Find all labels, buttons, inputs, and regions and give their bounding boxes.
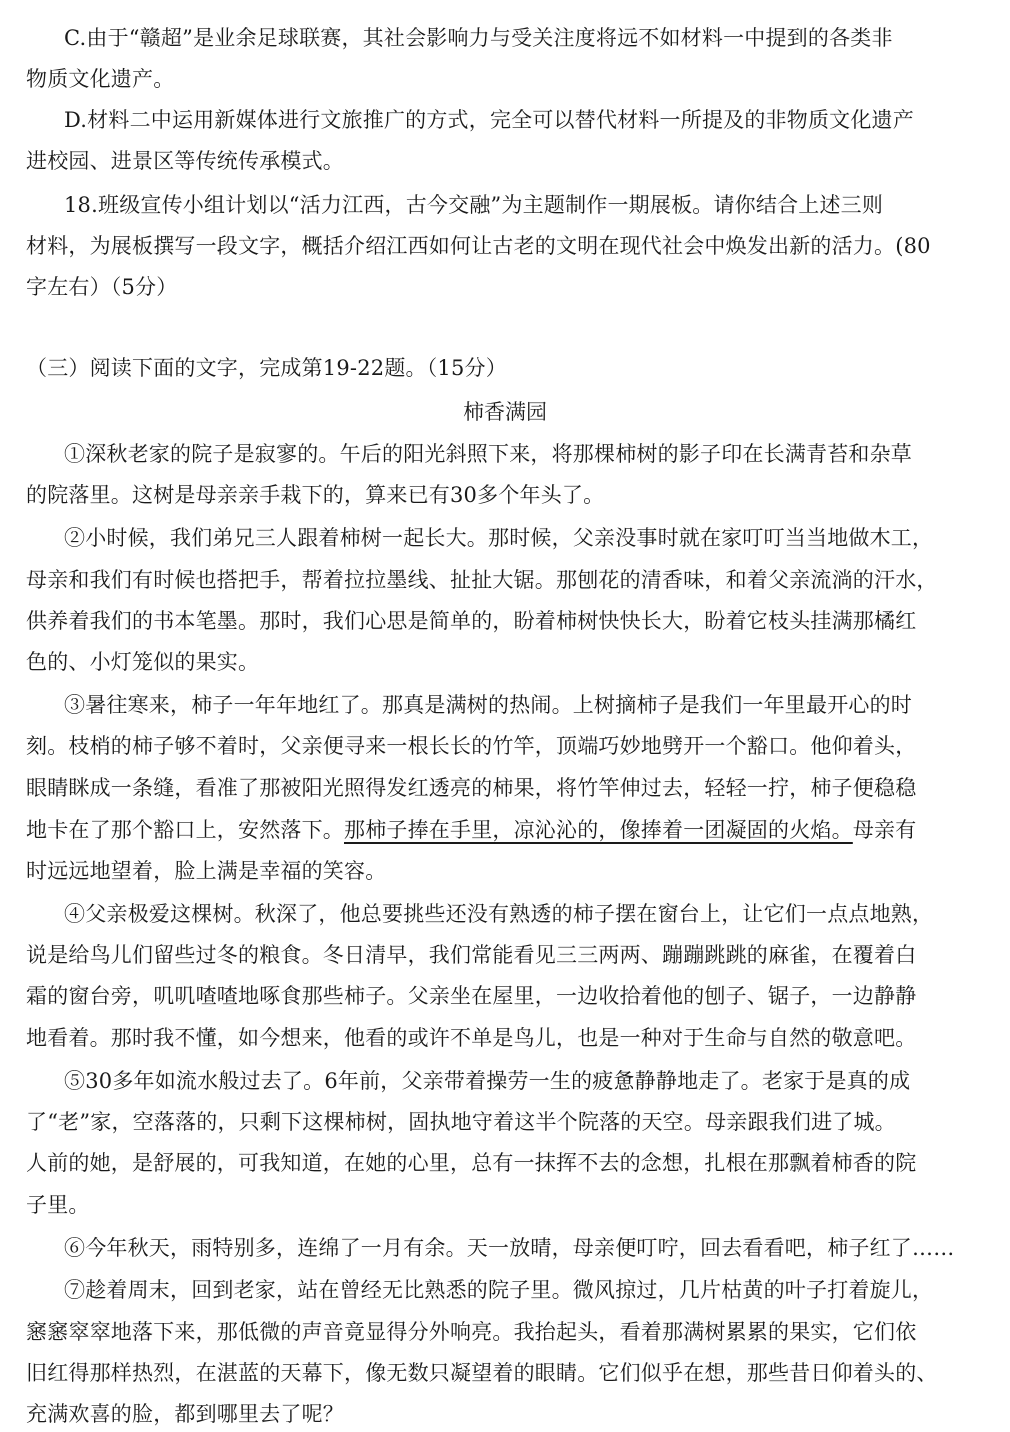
paragraph-7-line-4: 充满欢喜的脸，都到哪里去了呢？: [26, 1402, 344, 1426]
paragraph-6-line-1: ⑥今年秋天，雨特别多，连绵了一月有余。天一放晴，母亲便叮咛，回去看看吧，柿子红了……: [64, 1236, 955, 1260]
paragraph-7-line-1: ⑦趁着周末，回到老家，站在曾经无比熟悉的院子里。微风掠过，几片枯黄的叶子打着旋儿，: [64, 1278, 934, 1302]
paragraph-4-line-2: 说是给鸟儿们留些过冬的粮食。冬日清早，我们常能看见三三两两、蹦蹦跳跳的麻雀，在覆着白: [26, 943, 917, 967]
section-3-heading: （三）阅读下面的文字，完成第19-22题。（15分）: [26, 356, 507, 380]
paragraph-3-line-4-end: 母亲有: [852, 818, 917, 842]
paragraph-3-line-4-start: 地卡在了那个豁口上，安然落下。: [26, 818, 344, 842]
question-18-line-1: 18.班级宣传小组计划以“活力江西，古今交融”为主题制作一期展板。请你结合上述三则: [64, 193, 884, 217]
question-18-line-3: 字左右）（5分）: [26, 275, 178, 299]
option-c-line-2: 物质文化遗产。: [26, 67, 175, 91]
option-d-line-1: D.材料二中运用新媒体进行文旅推广的方式，完全可以替代材料一所提及的非物质文化遗产: [64, 108, 914, 132]
underlined-sentence: 那柿子捧在手里，凉沁沁的，像捧着一团凝固的火焰。: [344, 818, 853, 842]
paragraph-3-line-3: 眼睛眯成一条缝，看准了那被阳光照得发红透亮的柿果，将竹竿伸过去，轻轻一拧，柿子便稳稳: [26, 776, 917, 800]
paragraph-4-line-4: 地看着。那时我不懂，如今想来，他看的或许不单是鸟儿，也是一种对于生命与自然的敬意吧。: [26, 1026, 917, 1050]
paragraph-7-line-3: 旧红得那样热烈，在湛蓝的天幕下，像无数只凝望着的眼睛。它们似乎在想，那些昔日仰着头的、: [26, 1361, 938, 1385]
paragraph-3-line-4: [26, 815, 916, 845]
paragraph-3-line-2: 刻。枝梢的柿子够不着时，父亲便寻来一根长长的竹竿，顶端巧妙地劈开一个豁口。他仰着头，: [26, 734, 917, 758]
paragraph-5-line-1: ⑤30多年如流水般过去了。6年前，父亲带着操劳一生的疲惫静静地走了。老家于是真的成: [64, 1069, 911, 1093]
paragraph-5-line-3: 人前的她，是舒展的，可我知道，在她的心里，总有一抹挥不去的念想，扎根在那飘着柿香的院: [26, 1151, 917, 1175]
question-18-line-2: 材料，为展板撰写一段文字，概括介绍江西如何让古老的文明在现代社会中焕发出新的活力。(80: [26, 234, 931, 258]
paragraph-4-line-3: 霜的窗台旁，叽叽喳喳地啄食那些柿子。父亲坐在屋里，一边收拾着他的刨子、锯子，一边静静: [26, 984, 917, 1008]
paragraph-2-line-3: 供养着我们的书本笔墨。那时，我们心思是简单的，盼着柿树快快长大，盼着它枝头挂满那橘红: [26, 609, 917, 633]
paragraph-5-line-4: 子里。: [26, 1193, 90, 1217]
paragraph-3-line-1: ③暑往寒来，柿子一年年地红了。那真是满树的热闹。上树摘柿子是我们一年里最开心的时: [64, 693, 912, 717]
paragraph-7-line-2: 窸窸窣窣地落下来，那低微的声音竟显得分外响亮。我抬起头，看着那满树累累的果实，它们依: [26, 1320, 917, 1344]
paragraph-3-line-5: 时远远地望着，脸上满是幸福的笑容。: [26, 859, 387, 883]
passage-title: 柿香满园: [463, 400, 547, 424]
paragraph-1-line-1: ①深秋老家的院子是寂寥的。午后的阳光斜照下来，将那棵柿树的影子印在长满青苔和杂草: [64, 442, 912, 466]
paragraph-2-line-2: 母亲和我们有时候也搭把手，帮着拉拉墨线、扯扯大锯。那刨花的清香味，和着父亲流淌的汗水，: [26, 568, 938, 592]
paragraph-2-line-4: 色的、小灯笼似的果实。: [26, 650, 260, 674]
paragraph-2-line-1: ②小时候，我们弟兄三人跟着柿树一起长大。那时候，父亲没事时就在家叮叮当当地做木工，: [64, 526, 934, 550]
paragraph-5-line-2: 了“老”家，空落落的，只剩下这棵柿树，固执地守着这半个院落的天空。母亲跟我们进了城。: [26, 1110, 896, 1134]
option-c-line-1: C.由于“赣超”是业余足球联赛，其社会影响力与受关注度将远不如材料一中提到的各类非: [64, 26, 893, 50]
option-d-line-2: 进校园、进景区等传统传承模式。: [26, 149, 344, 173]
paragraph-4-line-1: ④父亲极爱这棵树。秋深了，他总要挑些还没有熟透的柿子摆在窗台上，让它们一点点地熟，: [64, 902, 934, 926]
paragraph-1-line-2: 的院落里。这树是母亲亲手栽下的，算来已有30多个年头了。: [26, 483, 605, 507]
